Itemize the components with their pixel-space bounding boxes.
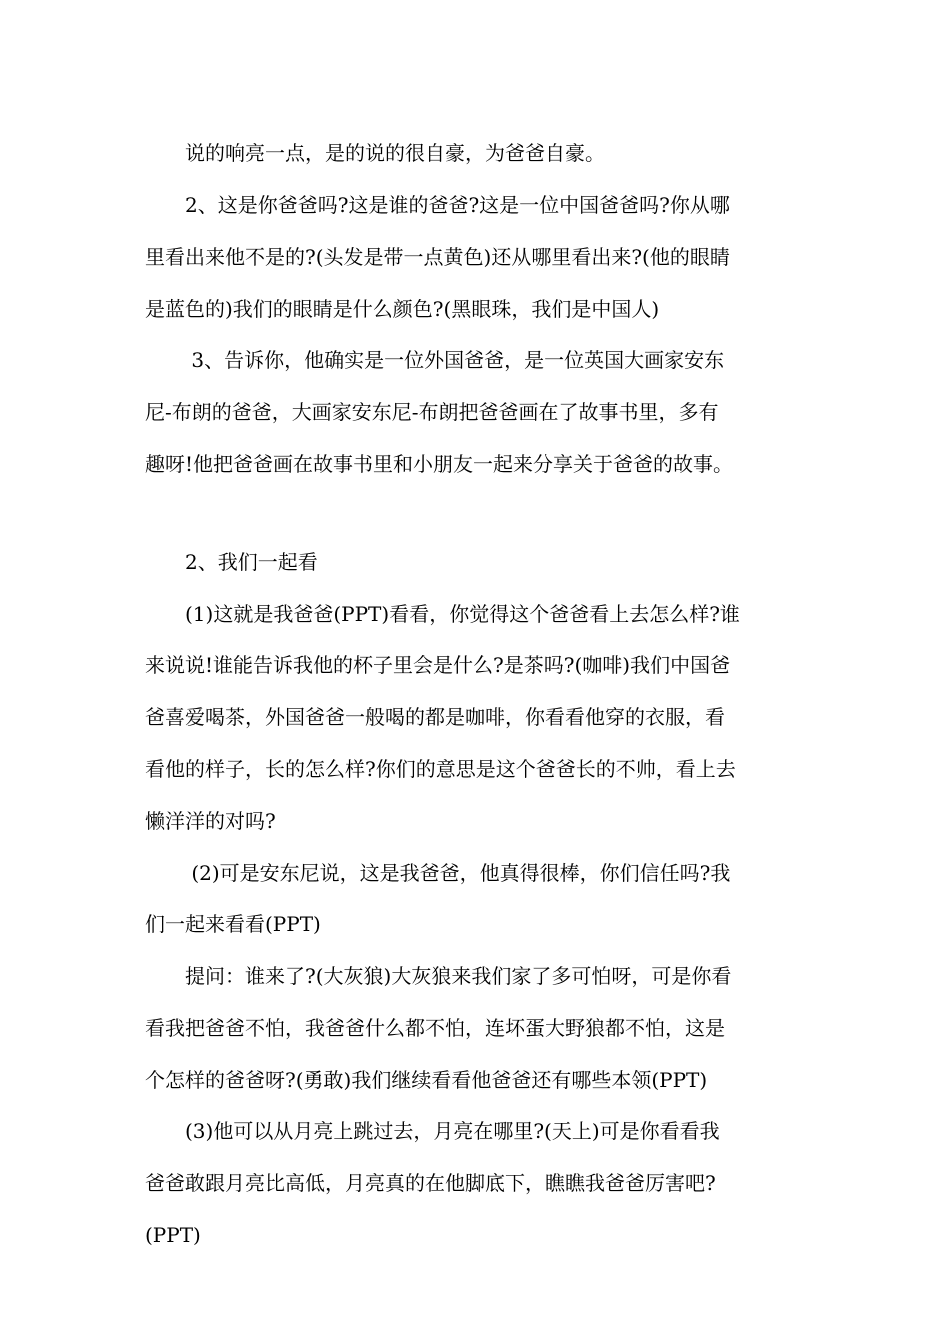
text-line: 里看出来他不是的?(头发是带一点黄色)还从哪里看出来?(他的眼睛 — [145, 245, 730, 269]
text-line: 看我把爸爸不怕，我爸爸什么都不怕，连坏蛋大野狼都不怕，这是 — [145, 1016, 725, 1040]
text-line: 趣呀!他把爸爸画在故事书里和小朋友一起来分享关于爸爸的故事。 — [145, 452, 734, 476]
text-line: 懒洋洋的对吗? — [145, 809, 276, 833]
text-line: 们一起来看看(PPT) — [145, 912, 321, 936]
text-line: 3、告诉你，他确实是一位外国爸爸，是一位英国大画家安东 — [145, 348, 725, 372]
section-heading: 2、我们一起看 — [145, 550, 318, 574]
text-line: 尼-布朗的爸爸，大画家安东尼-布朗把爸爸画在了故事书里，多有 — [145, 400, 719, 424]
text-line: 爸爸敢跟月亮比高低，月亮真的在他脚底下，瞧瞧我爸爸厉害吧? — [145, 1171, 716, 1195]
text-line: (PPT) — [145, 1223, 201, 1247]
text-line: (1)这就是我爸爸(PPT)看看，你觉得这个爸爸看上去怎么样?谁 — [145, 602, 740, 626]
text-line: 个怎样的爸爸呀?(勇敢)我们继续看看他爸爸还有哪些本领(PPT) — [145, 1068, 708, 1092]
text-line: (2)可是安东尼说，这是我爸爸，他真得很棒，你们信任吗?我 — [145, 861, 731, 885]
text-line: 看他的样子，长的怎么样?你们的意思是这个爸爸长的不帅，看上去 — [145, 757, 736, 781]
text-line: 提问：谁来了?(大灰狼)大灰狼来我们家了多可怕呀，可是你看 — [145, 964, 732, 988]
text-line: 是蓝色的)我们的眼睛是什么颜色?(黑眼珠，我们是中国人) — [145, 297, 660, 321]
text-line: 来说说!谁能告诉我他的杯子里会是什么?是茶吗?(咖啡)我们中国爸 — [145, 653, 731, 677]
text-line: 爸喜爱喝茶，外国爸爸一般喝的都是咖啡，你看看他穿的衣服，看 — [145, 705, 725, 729]
text-line: 说的响亮一点，是的说的很自豪，为爸爸自豪。 — [145, 141, 605, 165]
text-line: (3)他可以从月亮上跳过去，月亮在哪里?(天上)可是你看看我 — [145, 1119, 720, 1143]
text-line: 2、这是你爸爸吗?这是谁的爸爸?这是一位中国爸爸吗?你从哪 — [145, 193, 730, 217]
